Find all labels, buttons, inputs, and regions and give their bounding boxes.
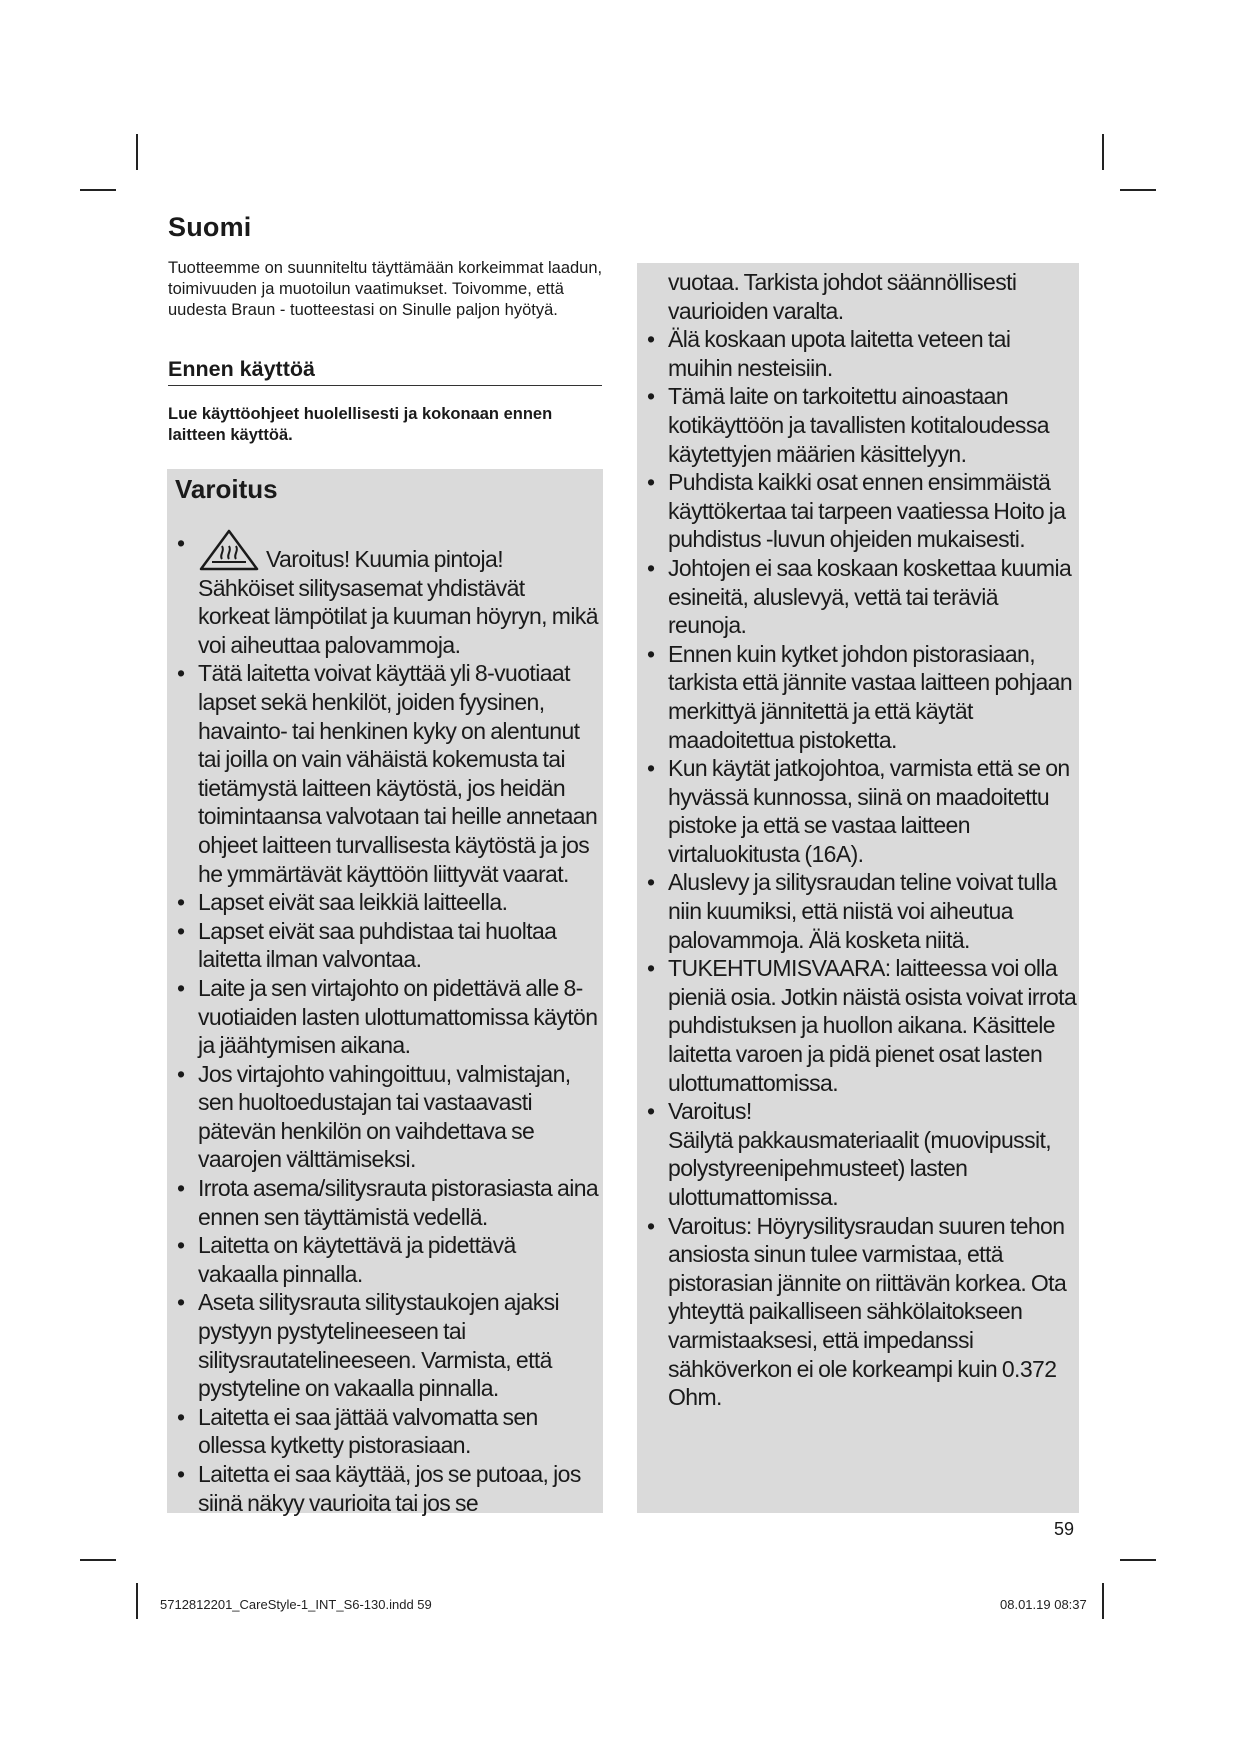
list-item: [645, 382, 1077, 468]
list-item-text: vuotaa. Tarkista johdot säännöllisesti vaurioiden varalta.: [668, 269, 1017, 324]
list-item: [645, 554, 1077, 640]
warning-list-right: [645, 268, 1077, 1412]
list-item-text: Laitetta ei saa jättää valvomatta sen ollessa kytketty pistorasiaan.: [198, 1403, 538, 1459]
list-item-text: Laite ja sen virtajohto on pidettävä alle 8-vuotiaiden lasten ulottumattomissa käytön ja jäähtymisen aikana.: [198, 974, 598, 1059]
bullet-icon: •: [647, 955, 655, 982]
bullet-icon: •: [177, 660, 185, 687]
section-heading: Ennen käyttöä: [168, 357, 602, 386]
bullet-icon: •: [647, 1098, 655, 1125]
list-item: [645, 468, 1077, 554]
list-item-continuation: [645, 268, 1077, 325]
list-item: [645, 640, 1077, 754]
list-item: [175, 974, 599, 1060]
list-item-text: Aluslevy ja silitysraudan teline voivat tulla niin kuumiksi, että niistä voi aiheutua palovammoja. Älä kosketa niitä.: [668, 869, 1057, 953]
page-title: Suomi: [168, 212, 252, 242]
warning-title: Varoitus: [175, 474, 278, 504]
intro-paragraph: Tuotteemme on suunniteltu täyttämään korkeimmat laadun, toimivuuden ja muotoilun vaatimukset. Toivomme, että uudesta Braun - tuotteestasi on Sinulle paljon hyötyä.: [168, 259, 603, 319]
crop-mark: [80, 189, 116, 191]
list-item: [175, 888, 599, 917]
bullet-icon: •: [647, 469, 655, 496]
crop-mark: [1102, 1583, 1104, 1619]
list-item: [175, 659, 599, 888]
bullet-icon: •: [647, 326, 655, 353]
hot-surface-warning-icon: [198, 529, 260, 571]
list-item: [645, 754, 1077, 868]
list-item-text: Varoitus! Kuumia pintoja! Sähköiset silitysasemat yhdistävät korkeat lämpötilat ja kuuman höyryn, mikä voi aiheuttaa palovammoja.: [198, 546, 598, 658]
bullet-icon: •: [177, 1289, 185, 1316]
warning-box-right: [637, 263, 1079, 1513]
list-item-text: TUKEHTUMISVAARA: laitteessa voi olla pieniä osia. Jotkin näistä osista voivat irrota puhdistuksen ja huollon aikana. Käsittele laitetta varoen ja pidä pienet osat lasten ulottumattomissa.: [668, 955, 1077, 1096]
list-item-text: Varoitus: Höyrysilitysraudan suuren tehon ansiosta sinun tulee varmistaa, että pistorasian jännite on riittävän korkea. Ota yhteyttä paikalliseen sähkölaitokseen varmistaaksesi, että impedanssi sähköverkon ei ole korkeampi kuin 0.372 Ohm.: [668, 1212, 1067, 1411]
list-item-text: Tämä laite on tarkoitettu ainoastaan kotikäyttöön ja tavallisten kotitaloudessa käytettyjen määrien käsittelyyn.: [668, 383, 1049, 467]
list-item-text: Laitetta ei saa käyttää, jos se putoaa, jos siinä näkyy vaurioita tai jos se: [198, 1461, 581, 1516]
warning-box-left: [167, 469, 603, 1516]
bullet-icon: •: [177, 1232, 185, 1259]
list-item: [645, 1097, 1077, 1211]
list-item: [645, 868, 1077, 954]
bullet-icon: •: [177, 974, 185, 1001]
list-item: [175, 1460, 599, 1517]
crop-mark: [136, 134, 138, 170]
bullet-icon: •: [647, 640, 655, 667]
crop-mark: [80, 1559, 116, 1561]
list-item-text: Aseta silitysrauta silitystaukojen ajaksi pystyyn pystytelineeseen tai silitysrautatelineeseen. Varmista, että pystyteline on vakaalla pinnalla.: [198, 1289, 560, 1402]
list-item-text: Laitetta on käytettävä ja pidettävä vakaalla pinnalla.: [198, 1232, 516, 1287]
bullet-icon: •: [177, 1060, 185, 1087]
bullet-icon: •: [647, 755, 655, 782]
date-slug: 08.01.19 08:37: [1000, 1597, 1087, 1612]
crop-mark: [1102, 134, 1104, 170]
bullet-icon: •: [177, 1403, 185, 1430]
list-item-text: Tätä laitetta voivat käyttää yli 8-vuotiaat lapset sekä henkilöt, joiden fyysinen, havainto- tai henkinen kyky on alentunut tai joilla on vain vähäistä kokemusta tai tietämystä laitteen käytöstä, jos heidän toimintaansa valvotaan tai heille annetaan ohjeet laitteen turvallisesta käytöstä ja jos he ymmärtävät käyttöön liittyvät vaarat.: [198, 660, 598, 887]
bullet-icon: •: [177, 1461, 185, 1487]
read-instructions-note: Lue käyttöohjeet huolellisesti ja kokonaan ennen laitteen käyttöä.: [168, 405, 553, 444]
packaging-note: Säilytä pakkausmateriaalit (muovipussit, polystyreenipehmusteet) lasten ulottumattomissa.: [668, 1126, 1052, 1210]
list-item-text: Varoitus!: [668, 1098, 752, 1125]
bullet-icon: •: [177, 889, 185, 916]
list-item-text: Lapset eivät saa leikkiä laitteella.: [198, 889, 508, 916]
warning-list-left: [175, 529, 599, 1517]
file-slug: 5712812201_CareStyle-1_INT_S6-130.indd 59: [160, 1597, 432, 1612]
page-number: 59: [1054, 1519, 1075, 1539]
list-item: [175, 1174, 599, 1231]
list-item: [645, 325, 1077, 382]
list-item: [645, 1212, 1077, 1412]
list-item-text: Puhdista kaikki osat ennen ensimmäistä käyttökertaa tai tarpeen vaatiessa Hoito ja puhdistus -luvun ohjeiden mukaisesti.: [668, 469, 1066, 553]
crop-mark: [136, 1583, 138, 1619]
list-item-text: Johtojen ei saa koskaan koskettaa kuumia esineitä, aluslevyä, vettä tai teräviä reunoja.: [668, 554, 1072, 639]
list-item: [175, 1403, 599, 1460]
list-item-text: Irrota asema/silitysrauta pistorasiasta aina ennen sen täyttämistä vedellä.: [198, 1175, 599, 1230]
bullet-icon: •: [647, 383, 655, 410]
bullet-icon: •: [177, 530, 185, 556]
list-item-text: Ennen kuin kytket johdon pistorasiaan, tarkista että jännite vastaa laitteen pohjaan merkittyä jännitettä ja että käytät maadoitettua pistoketta.: [668, 640, 1073, 753]
bullet-icon: •: [177, 917, 185, 944]
list-item: [175, 1288, 599, 1402]
list-item: [175, 1231, 599, 1288]
list-item-text: Älä koskaan upota laitetta veteen tai muihin nesteisiin.: [668, 326, 1011, 381]
crop-mark: [1120, 189, 1156, 191]
list-item: [175, 1060, 599, 1174]
bullet-icon: •: [647, 869, 655, 896]
list-item: [175, 917, 599, 974]
bullet-icon: •: [647, 1212, 655, 1239]
list-item: [175, 529, 599, 659]
list-item-text: Lapset eivät saa puhdistaa tai huoltaa laitetta ilman valvontaa.: [198, 917, 557, 973]
list-item-text: Jos virtajohto vahingoittuu, valmistajan, sen huoltoedustajan tai vastaavasti pätevän henkilön on vaihdettava se vaarojen välttämiseksi.: [198, 1060, 571, 1173]
bullet-icon: •: [177, 1175, 185, 1202]
list-item: [645, 954, 1077, 1097]
list-item-text: Kun käytät jatkojohtoa, varmista että se on hyvässä kunnossa, siinä on maadoitettu pistoke ja että se vastaa laitteen virtaluokitusta (16A).: [668, 755, 1070, 867]
bullet-icon: •: [647, 554, 655, 581]
crop-mark: [1120, 1559, 1156, 1561]
